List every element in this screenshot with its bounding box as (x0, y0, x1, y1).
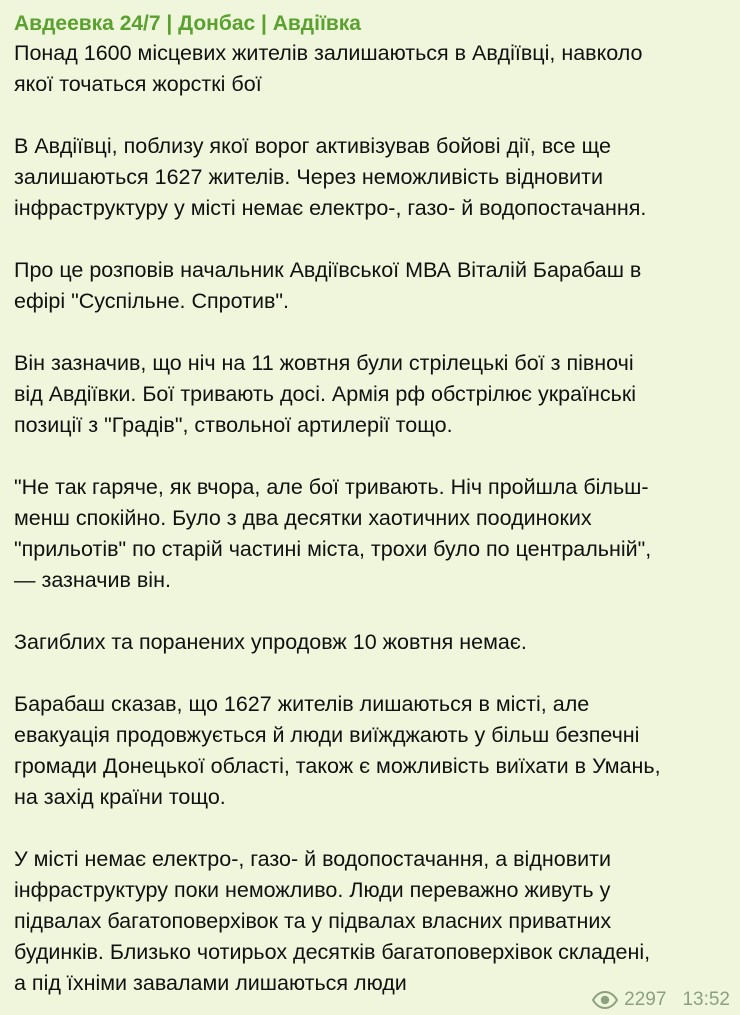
eye-icon (592, 991, 618, 1009)
view-count: 2297 (624, 989, 667, 1010)
message-paragraph (14, 348, 726, 441)
message-paragraph (14, 844, 726, 999)
message-line: В Авдіївці, поблизу якої ворог активізував бойові дії, все ще (14, 134, 611, 158)
message-line: якої точаться жорсткі бої (14, 72, 262, 96)
message-paragraph (14, 689, 726, 813)
message-paragraph (14, 255, 726, 317)
message-line: а під їхніми завалами лишаються люди (14, 971, 407, 995)
message-line: на захід країни тощо. (14, 785, 226, 809)
message-line: У місті немає електро-, газо- й водопостачання, а відновити (14, 847, 611, 871)
message-line: будинків. Близько чотирьох десятків багатоповерхівок складені, (14, 940, 651, 964)
message-line: Він зазначив, що ніч на 11 жовтня були стрілецькі бої з півночі (14, 351, 634, 375)
message-paragraph (14, 472, 726, 596)
message-line: позиції з "Градів", ствольної артилерії тощо. (14, 413, 453, 437)
message-line: евакуація продовжується й люди виїжджають у більш безпечні (14, 723, 640, 747)
message-line: Загиблих та поранених упродовж 10 жовтня немає. (14, 630, 527, 654)
message-line: залишаються 1627 жителів. Через неможливість відновити (14, 165, 604, 189)
message-paragraph (14, 131, 726, 224)
message-text (14, 38, 726, 999)
message-line: Понад 1600 місцевих жителів залишаються в Авдіївці, навколо (14, 41, 643, 65)
message-line: інфраструктуру у місті немає електро-, газо- й водопостачання. (14, 196, 647, 220)
message-line: від Авдіївки. Бої тривають досі. Армія рф обстрілює українські (14, 382, 637, 406)
message-paragraph (14, 38, 726, 100)
message-line: громади Донецької області, також є можливість виїхати в Умань, (14, 754, 661, 778)
message-line: "Не так гаряче, як вчора, але бої тривають. Ніч пройшла більш- (14, 475, 649, 499)
channel-title[interactable]: Авдеевка 24/7 | Донбас | Авдіївка (14, 12, 361, 35)
message-line: "прильотів" по старій частині міста, трохи було по центральній", (14, 537, 652, 561)
message-line: Про це розповів начальник Авдіївської МВА Віталій Барабаш в (14, 258, 642, 282)
message-line: Барабаш сказав, що 1627 жителів лишаються в місті, але (14, 692, 590, 716)
message-meta (592, 989, 730, 1011)
message-line: — зазначив він. (14, 568, 171, 592)
message-line: ефірі "Суспільне. Спротив". (14, 289, 289, 313)
message-line: менш спокійно. Було з два десятки хаотичних поодиноких (14, 506, 592, 530)
message-line: підвалах багатоповерхівок та у підвалах власних приватних (14, 909, 612, 933)
message-paragraph (14, 627, 726, 658)
message-line: інфраструктуру поки неможливо. Люди переважно живуть у (14, 878, 611, 902)
message-time: 13:52 (682, 989, 730, 1010)
